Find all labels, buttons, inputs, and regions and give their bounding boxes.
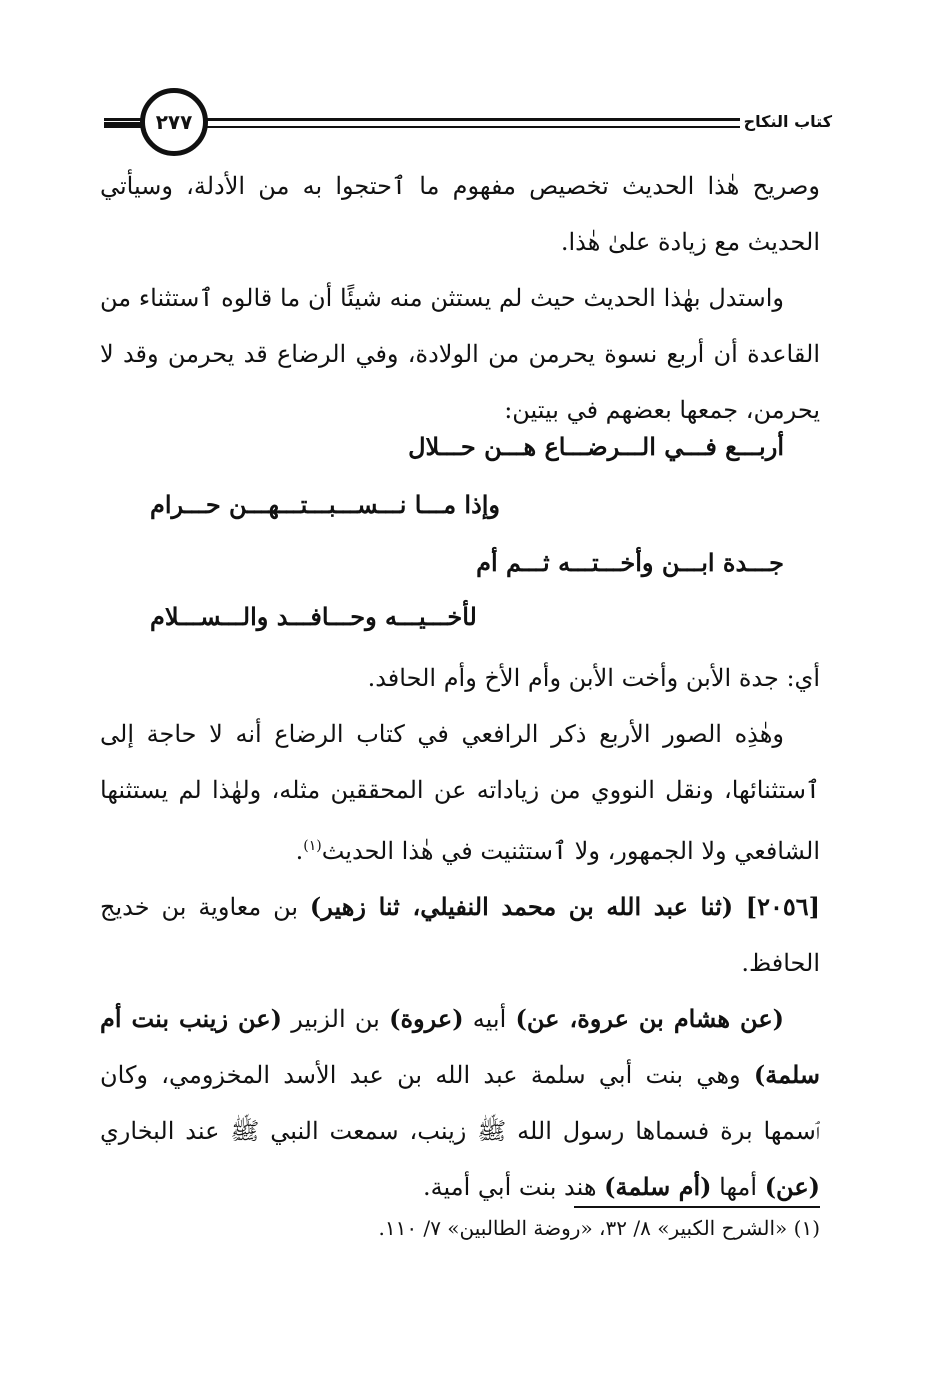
- header-rule-top: [104, 118, 820, 121]
- footnote-separator: [574, 1206, 820, 1208]
- footnote-1: (١) «الشرح الكبير» ٨/ ٣٢، «روضة الطالبين» ٧/ ١١٠.: [378, 1216, 820, 1240]
- verse-line-3: جـــدة ابـــن وأخـــتـــه ثـــم أم: [476, 548, 784, 577]
- body-block-bottom: [100, 650, 820, 1215]
- chapter-title: كتاب النكاح: [740, 112, 836, 131]
- header-rule-left-accent: [104, 122, 144, 126]
- page-number: ٢٧٧: [140, 88, 208, 156]
- paragraph-6: (عن هشام بن عروة، عن) أبيه (عروة) بن الزبير (عن زينب بنت أم سلمة) وهي بنت أبي سلمة عبد الله بن عبد الأسد المخزومي، وكان ٱسمها برة فسماها رسول الله ﷺ زينب، سمعت النبي ﷺ عند البخاري (عن) أمها (أم سلمة) هند بنت أبي أمية.: [100, 1004, 820, 1201]
- header-rule-bottom: [104, 126, 820, 128]
- verse-line-4: لأخـــيـــه وحـــافـــد والـــســـلام: [150, 602, 477, 631]
- verse-line-2: وإذا مـــا نـــســـبـــتـــهـــن حـــرام: [150, 490, 501, 519]
- paragraph-2: واستدل بهٰذا الحديث حيث لم يستثن منه شيئًا أن ما قالوه ٱستثناء من القاعدة أن أربع نسوة يحرمن من الولادة، وفي الرضاع قد يحرمن وقد لا يحرمن، جمعها بعضهم في بيتين:: [100, 284, 820, 424]
- paragraph-1: وصريح هٰذا الحديث تخصيص مفهوم ما ٱحتجوا به من الأدلة، وسيأتي الحديث مع زيادة علىٰ هٰذا.: [100, 172, 820, 256]
- paragraph-4: وهٰذِه الصور الأربع ذكر الرافعي في كتاب الرضاع أنه لا حاجة إلى ٱستثنائها، ونقل النووي من زياداته عن المحققين مثله، ولهٰذا لم يستثنها الشافعي ولا الجمهور، ولا ٱستثنيت في هٰذا الحديث$^{(١)}$.: [100, 720, 820, 865]
- body-block-top: [100, 158, 820, 438]
- footnote-marker: (١): [303, 838, 322, 854]
- paragraph-3: أي: جدة الأبن وأخت الأبن وأم الأخ وأم الحافد.: [367, 664, 820, 692]
- paragraph-5: [٢٠٥٦] (ثنا عبد الله بن محمد النفيلي، ثنا زهير) بن معاوية بن خديج الحافظ.: [100, 892, 820, 977]
- verse-line-1: أربـــع فـــي الـــرضـــاع هـــن حـــلال: [408, 432, 784, 461]
- hadith-number-and-chain: [٢٠٥٦] (ثنا عبد الله بن محمد النفيلي، ثنا زهير): [309, 892, 820, 921]
